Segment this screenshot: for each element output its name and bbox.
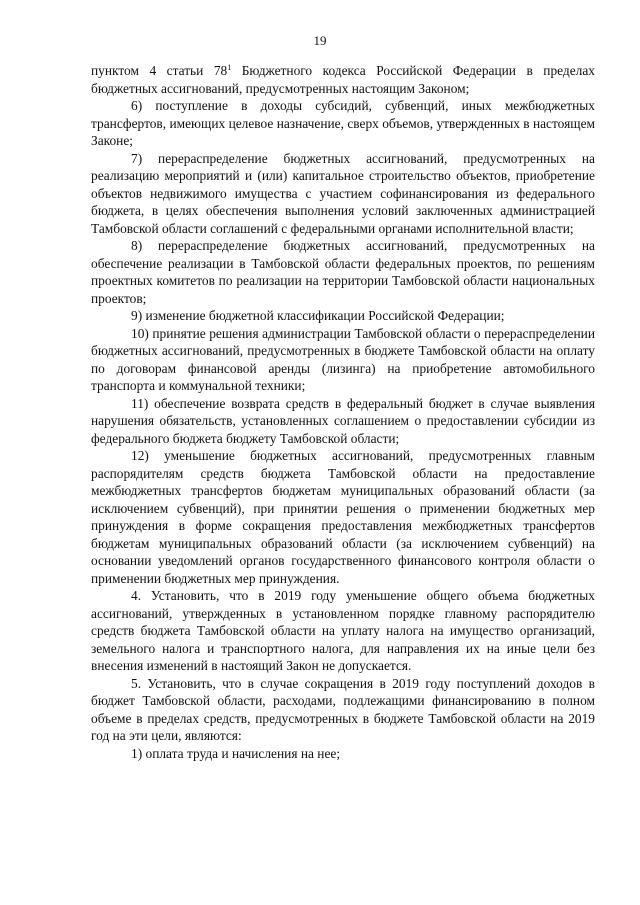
- list-item-7: 7) перераспределение бюджетных ассигнований, предусмотренных на реализацию мероприятий и (или) капитальное строительство объектов, приобретение объектов недвижимого имущества с участием софинансирования из федерального бюджета, в целях обеспечения выполнения условий заключенных администрацией Тамбовской области соглашений с федеральными органами исполнительной власти;: [91, 150, 595, 236]
- paragraph-text: пунктом 4 статьи 78: [91, 63, 228, 78]
- superscript: 1: [227, 63, 232, 72]
- paragraph-text: Бюджетного кодекса Российской Федерации в пределах бюджетных ассигнований, предусмотренных настоящим Законом;: [91, 63, 595, 96]
- list-item-12: 12) уменьшение бюджетных ассигнований, предусмотренных главным распорядителям средств бюджета Тамбовской области на предоставление межбюджетных трансфертов бюджетам муниципальных образований области (за исключением субвенций), при принятии решения о применении бюджетных мер принуждения в форме сокращения предоставления межбюджетных трансфертов бюджетам муниципальных образований области (за исключением субвенций) на основании уведомлений органов государственного финансового контроля области о применении бюджетных мер принуждения.: [91, 448, 595, 586]
- list-item-6: 6) поступление в доходы субсидий, субвенций, иных межбюджетных трансфертов, имеющих целевое назначение, сверх объемов, утвержденных в настоящем Законе;: [91, 98, 595, 148]
- list-item-9: 9) изменение бюджетной классификации Российской Федерации;: [131, 308, 505, 323]
- list-item-10: 10) принятие решения администрации Тамбовской области о перераспределении бюджетных ассигнований, предусмотренных в бюджете Тамбовской области на оплату по договорам финансовой аренды (лизинга) на приобретение автомобильного транспорта и коммунальной техники;: [91, 325, 595, 393]
- document-body: [91, 62, 595, 762]
- list-item-11: 11) обеспечение возврата средств в федеральный бюджет в случае выявления нарушения обязательств, установленных соглашением о предоставлении субсидии из федерального бюджета бюджету Тамбовской области;: [91, 395, 595, 446]
- section-4: 4. Установить, что в 2019 году уменьшение общего объема бюджетных ассигнований, утвержденных в установленном порядке главному распорядителю средств бюджета Тамбовской области на уплату налога на имущество организаций, земельного налога и транспортного налога, для направления их на иные цели без внесения изменений в настоящий Закон не допускается.: [91, 588, 595, 673]
- paragraph-continuation: [91, 62, 595, 97]
- section-5: 5. Установить, что в случае сокращения в 2019 году поступлений доходов в бюджет Тамбовской области, расходами, подлежащими финансированию в полном объеме в пределах средств, предусмотренных в бюджете Тамбовской области на 2019 год на эти цели, являются:: [91, 675, 595, 743]
- page-number: 19: [313, 33, 327, 48]
- list-item-8: 8) перераспределение бюджетных ассигнований, предусмотренных на обеспечение реализации в Тамбовской области федеральных проектов, по решениям проектных комитетов по реализации на территории Тамбовской области национальных проектов;: [91, 238, 595, 306]
- section-5-item-1: 1) оплата труда и начисления на нее;: [131, 745, 341, 761]
